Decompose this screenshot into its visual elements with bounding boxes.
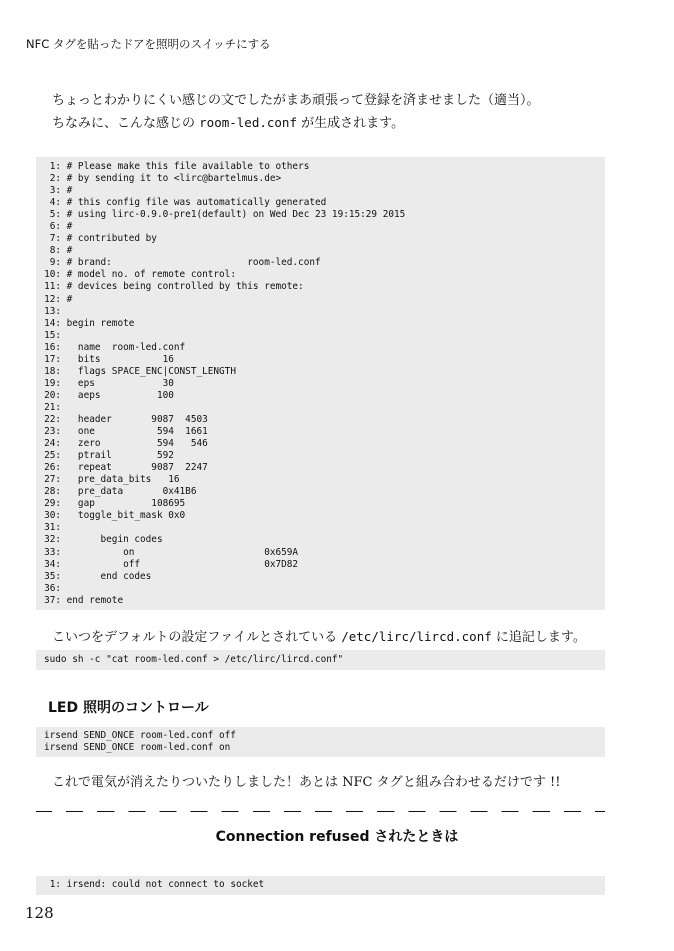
line-number: 16: — [44, 341, 61, 353]
code-line — [36, 879, 605, 891]
line-number: 21: — [44, 401, 61, 413]
append-command-block — [36, 650, 605, 670]
code-line — [36, 547, 605, 559]
line-text: header 9087 4503 — [61, 413, 208, 425]
line-number: 14: — [44, 317, 61, 329]
code-line — [36, 173, 605, 185]
line-number: 1: — [49, 161, 61, 172]
line-number: 36: — [44, 582, 61, 594]
code-line — [36, 474, 605, 486]
line-number: 10: — [44, 269, 61, 281]
line-number: 6: — [49, 221, 61, 233]
line-text: bits 16 — [61, 353, 174, 365]
line-text: zero 594 546 — [61, 438, 208, 450]
line-text: # contributed by — [61, 233, 157, 245]
code-line — [36, 269, 605, 281]
line-text: # using lirc-0.9.0-pre1(default) on Wed Dec 23 19:15:29 2015 — [61, 209, 406, 221]
intro-text-after: が生成されます。 — [296, 116, 405, 131]
line-number: 34: — [44, 558, 61, 570]
code-line — [36, 197, 605, 209]
line-text: pre_data_bits 16 — [61, 474, 180, 486]
code-line — [36, 306, 605, 318]
intro-paragraph-line2 — [52, 112, 404, 131]
command-line-on: irsend SEND_ONCE room-led.conf on — [44, 742, 231, 753]
code-line — [36, 330, 605, 342]
line-text: # — [61, 293, 73, 305]
line-number: 17: — [44, 353, 61, 365]
line-text: toggle_bit_mask 0x0 — [61, 510, 186, 522]
line-number: 23: — [44, 426, 61, 438]
inline-code-filename: room-led.conf — [199, 115, 297, 130]
code-line — [36, 318, 605, 330]
code-line — [36, 402, 605, 414]
line-number: 22: — [44, 413, 61, 425]
code-line — [36, 595, 605, 607]
command-line-off: irsend SEND_ONCE room-led.conf off — [44, 730, 236, 741]
line-text: end remote — [61, 594, 124, 606]
line-text: # — [61, 245, 73, 257]
line-number: 25: — [44, 450, 61, 462]
line-text: # brand: room-led.conf — [61, 257, 321, 269]
code-line — [36, 414, 605, 426]
code-line — [36, 245, 605, 257]
code-line — [36, 185, 605, 197]
append-paragraph — [52, 626, 586, 645]
code-line — [36, 510, 605, 522]
code-line — [36, 498, 605, 510]
line-text: begin remote — [61, 317, 135, 329]
line-text: gap 108695 — [61, 498, 186, 510]
line-number: 32: — [44, 534, 61, 546]
running-header: NFC タグを貼ったドアを照明のスイッチにする — [26, 37, 271, 51]
line-number: 3: — [49, 185, 61, 197]
line-number: 27: — [44, 474, 61, 486]
line-number: 24: — [44, 438, 61, 450]
code-line — [36, 534, 605, 546]
line-number: 12: — [44, 293, 61, 305]
line-number: 8: — [49, 245, 61, 257]
code-line — [36, 233, 605, 245]
line-number: 18: — [44, 365, 61, 377]
code-line — [36, 390, 605, 402]
line-number: 33: — [44, 546, 61, 558]
code-line — [36, 450, 605, 462]
page-number: 128 — [25, 904, 54, 922]
line-text: # — [61, 221, 73, 233]
line-number: 19: — [44, 377, 61, 389]
line-number: 26: — [44, 462, 61, 474]
code-line — [36, 462, 605, 474]
line-text: # — [61, 185, 73, 197]
line-text: # model no. of remote control: — [61, 269, 236, 281]
intro-paragraph-line1: ちょっとわかりにくい感じの文でしたがまあ頑張って登録を済ませました（適当）。 — [52, 93, 540, 108]
line-number: 7: — [49, 233, 61, 245]
code-line — [36, 257, 605, 269]
line-number: 30: — [44, 510, 61, 522]
line-text: # devices being controlled by this remote: — [61, 281, 304, 293]
code-line — [36, 221, 605, 233]
code-line — [36, 209, 605, 221]
dashed-divider — [36, 811, 605, 812]
line-text: # by sending it to <lirc@bartelmus.de> — [61, 173, 282, 185]
code-line — [36, 426, 605, 438]
line-text: one 594 1661 — [61, 426, 208, 438]
code-line — [36, 161, 605, 173]
line-text: end codes — [61, 570, 152, 582]
code-line — [36, 366, 605, 378]
code-line — [36, 438, 605, 450]
code-line — [36, 294, 605, 306]
config-code-block — [36, 157, 605, 610]
line-text: irsend: could not connect to socket — [61, 879, 265, 890]
code-line — [36, 354, 605, 366]
line-number: 4: — [49, 197, 61, 209]
append-text-after: に追記します。 — [491, 630, 586, 645]
line-number: 29: — [44, 498, 61, 510]
code-line — [36, 281, 605, 293]
line-text: # this config file was automatically generated — [61, 197, 327, 209]
code-line — [36, 486, 605, 498]
line-number: 15: — [44, 329, 61, 341]
sidebar-heading: Connection refused されたときは — [215, 829, 459, 845]
line-number: 37: — [44, 594, 61, 606]
line-text: eps 30 — [61, 377, 174, 389]
code-line — [36, 342, 605, 354]
code-line — [36, 522, 605, 534]
line-number: 13: — [44, 305, 61, 317]
line-number: 1: — [49, 879, 61, 890]
result-paragraph: これで電気が消えたりついたりしました！あとは NFC タグと組み合わせるだけです !! — [52, 775, 561, 790]
command-line: sudo sh -c "cat room-led.conf > /etc/lirc/lircd.conf" — [44, 654, 344, 665]
line-number: 11: — [44, 281, 61, 293]
line-text: begin codes — [61, 534, 163, 546]
line-number: 9: — [49, 257, 61, 269]
section-heading: LED 照明のコントロール — [48, 700, 209, 716]
line-text: # Please make this file available to others — [61, 161, 310, 172]
line-text: on 0x659A — [61, 546, 299, 558]
line-text: ptrail 592 — [61, 450, 174, 462]
line-text: off 0x7D82 — [61, 558, 299, 570]
line-number: 31: — [44, 522, 61, 534]
line-number: 35: — [44, 570, 61, 582]
line-number: 5: — [49, 209, 61, 221]
line-text: pre_data 0x41B6 — [61, 486, 197, 498]
line-text: name room-led.conf — [61, 341, 186, 353]
line-text: aeps 100 — [61, 389, 174, 401]
control-command-block — [36, 727, 605, 757]
inline-code-path: /etc/lirc/lircd.conf — [341, 629, 492, 644]
error-code-block — [36, 876, 605, 895]
code-line — [36, 583, 605, 595]
code-line — [36, 378, 605, 390]
code-line — [36, 571, 605, 583]
line-number: 2: — [49, 173, 61, 185]
line-number: 28: — [44, 486, 61, 498]
code-line — [36, 559, 605, 571]
append-text-before: こいつをデフォルトの設定ファイルとされている — [52, 630, 342, 645]
line-text: repeat 9087 2247 — [61, 462, 208, 474]
line-number: 20: — [44, 389, 61, 401]
line-text: flags SPACE_ENC|CONST_LENGTH — [61, 365, 236, 377]
intro-text-before: ちなみに、こんな感じの — [52, 116, 200, 131]
